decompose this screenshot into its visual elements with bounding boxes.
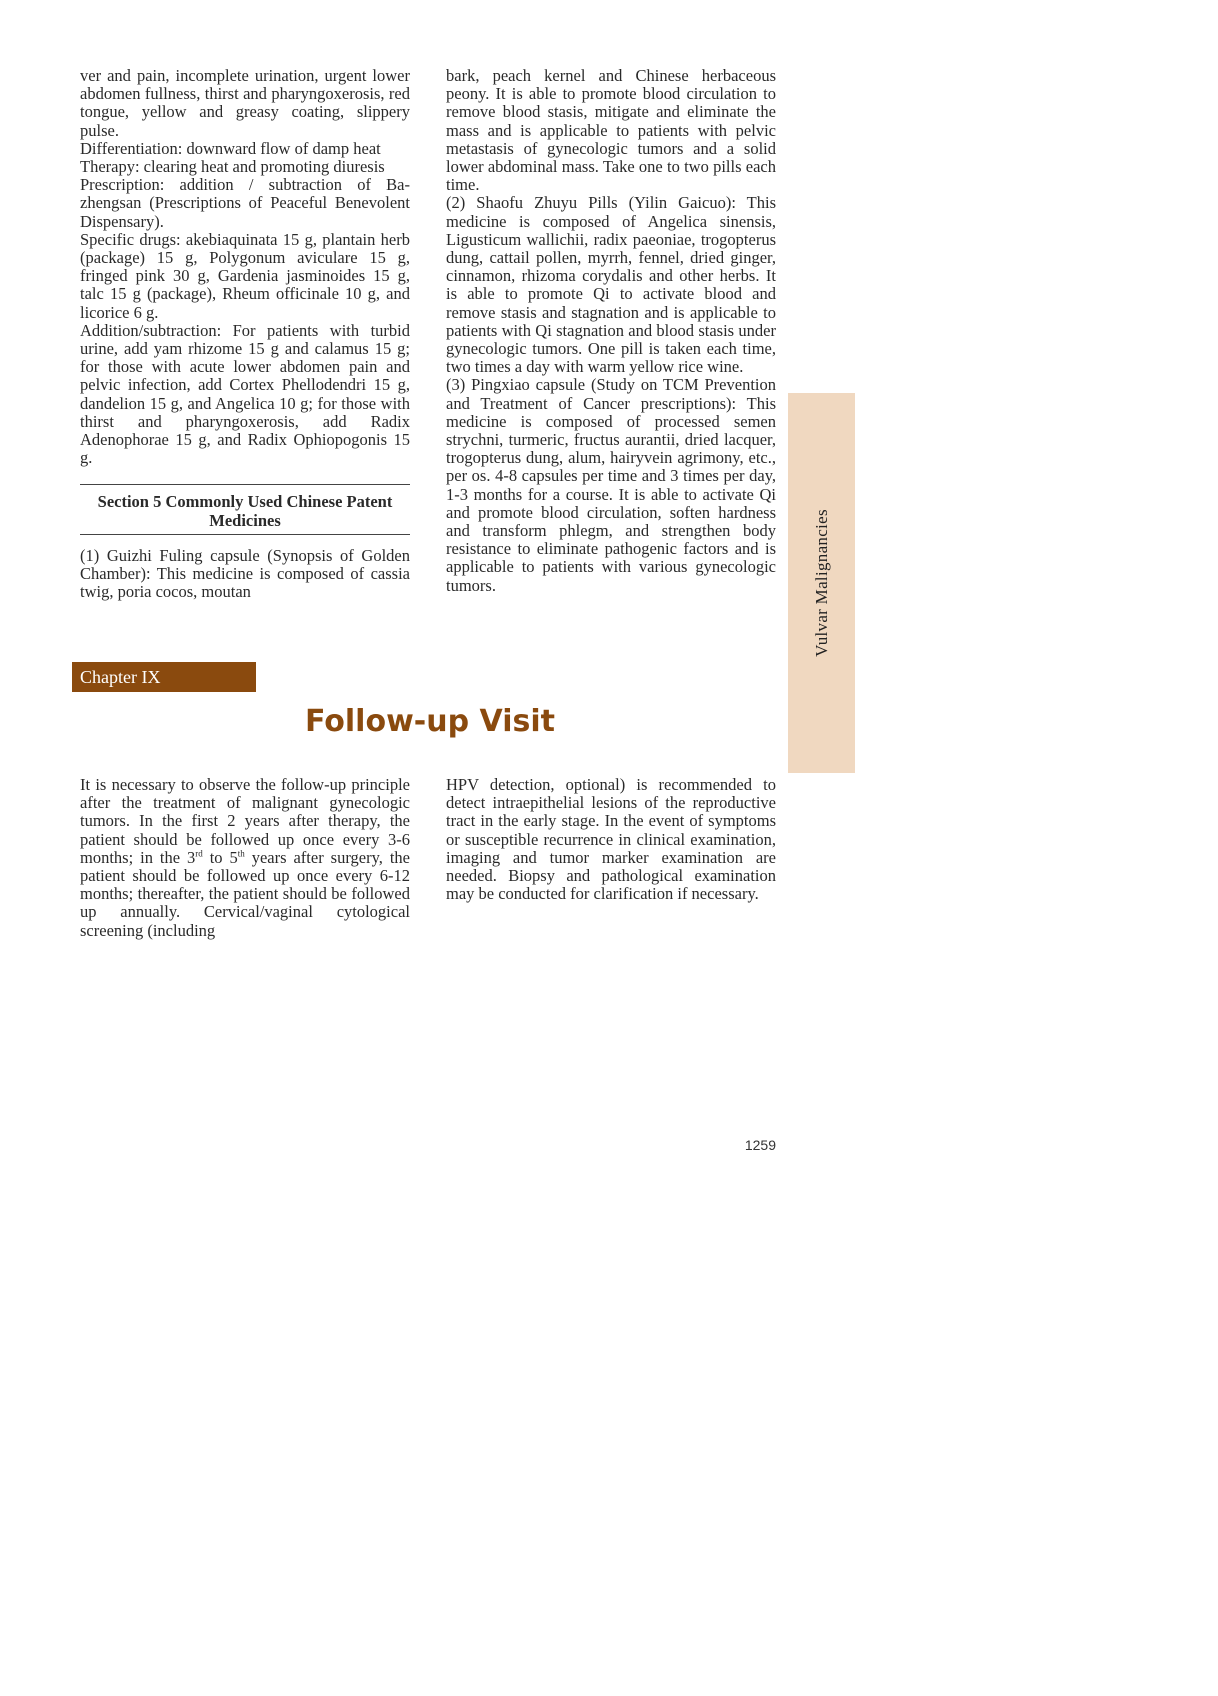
left-column [80, 67, 410, 601]
paragraph-symptoms: ver and pain, incomplete urination, urgent lower abdomen fullness, thirst and pharyngoxerosis, red tongue, yellow and greasy coating, slippery pulse. [80, 66, 410, 140]
section-heading: Section 5 Commonly Used Chinese Patent Medicines [97, 492, 393, 530]
chapter-title: Follow-up Visit [305, 704, 555, 739]
paragraph-followup-principle: It is necessary to observe the follow-up principle after the treatment of malignant gynecologic tumors. In the first 2 years after therapy, the patient should be followed up once every 3-6 months; in the 3rd to 5th years after surgery, the patient should be followed up once every 6-12 months; thereafter, the patient should be followed up annually. Cervical/vaginal cytological screening (including [80, 775, 410, 940]
paragraph-pingxiao: (3) Pingxiao capsule (Study on TCM Prevention and Treatment of Cancer prescriptions): This medicine is composed of processed semen strychni, turmeric, fructus aurantii, dried lacquer, trogopterus dung, alum, hairyvein agrimony, etc., per os. 4-8 capsules per time and 3 times per day, 1-3 months for a course. It is able to activate Qi and promote blood circulation, soften hardness and transform phlegm, and strengthen body resistance to eliminate pathogenic factors and is applicable to patients with various gynecologic tumors. [446, 375, 776, 595]
paragraph-followup-detection: HPV detection, optional) is recommended to detect intraepithelial lesions of the reproductive tract in the early stage. In the event of symptoms or susceptible recurrence in clinical examination, imaging and tumor marker examination are needed. Biopsy and pathological examination may be conducted for clarification if necessary. [446, 775, 776, 904]
chapter-label: Chapter IX [72, 662, 256, 692]
followup-right-column [446, 776, 776, 903]
page-number: 1259 [744, 1137, 776, 1153]
side-tab [788, 393, 855, 773]
paragraph-differentiation: Differentiation: downward flow of damp heat [80, 138, 381, 158]
followup-left-column [80, 776, 410, 940]
paragraph-shaofu-zhuyu: (2) Shaofu Zhuyu Pills (Yilin Gaicuo): This medicine is composed of Angelica sinensis, Ligusticum wallichii, radix paeoniae, trogopterus dung, cattail pollen, myrrh, fennel, dried ginger, cinnamon, rhizoma corydalis and other herbs. It is able to promote Qi to activate blood and remove stasis and stagnation and is applicable to patients with Qi stagnation and blood stasis under gynecologic tumors. One pill is taken each time, two times a day with warm yellow rice wine. [446, 193, 776, 377]
paragraph-addition-subtraction: Addition/subtraction: For patients with turbid urine, add yam rhizome 15 g and calamus 15 g; for those with acute lower abdomen pain and pelvic infection, add Cortex Phellodendri 15 g, dandelion 15 g, and Angelica 10 g; for those with thirst and pharyngoxerosis, add Radix Adenophorae 15 g, and Radix Ophiopogonis 15 g. [80, 320, 410, 468]
paragraph-therapy: Therapy: clearing heat and promoting diuresis [80, 157, 385, 177]
right-column [446, 67, 776, 595]
paragraph-guizhi-continued: bark, peach kernel and Chinese herbaceous peony. It is able to promote blood circulation to remove blood stasis, mitigate and eliminate the mass and is applicable to patients with pelvic metastasis of gynecologic tumors and a solid lower abdominal mass. Take one to two pills each time. [446, 66, 776, 195]
paragraph-guizhi-fuling: (1) Guizhi Fuling capsule (Synopsis of Golden Chamber): This medicine is composed of cassia twig, poria cocos, moutan [80, 545, 410, 602]
side-tab-label: Vulvar Malignancies [811, 509, 831, 657]
paragraph-prescription: Prescription: addition / subtraction of Bazhengsan (Prescriptions of Peaceful Benevolent Dispensary). [80, 175, 410, 231]
section-rule-bottom [80, 534, 410, 535]
paragraph-specific-drugs: Specific drugs: akebiaquinata 15 g, plantain herb (package) 15 g, Polygonum aviculare 15 g, fringed pink 30 g, Gardenia jasminoides 15 g, talc 15 g (package), Rheum officinale 10 g, and licorice 6 g. [80, 229, 410, 322]
